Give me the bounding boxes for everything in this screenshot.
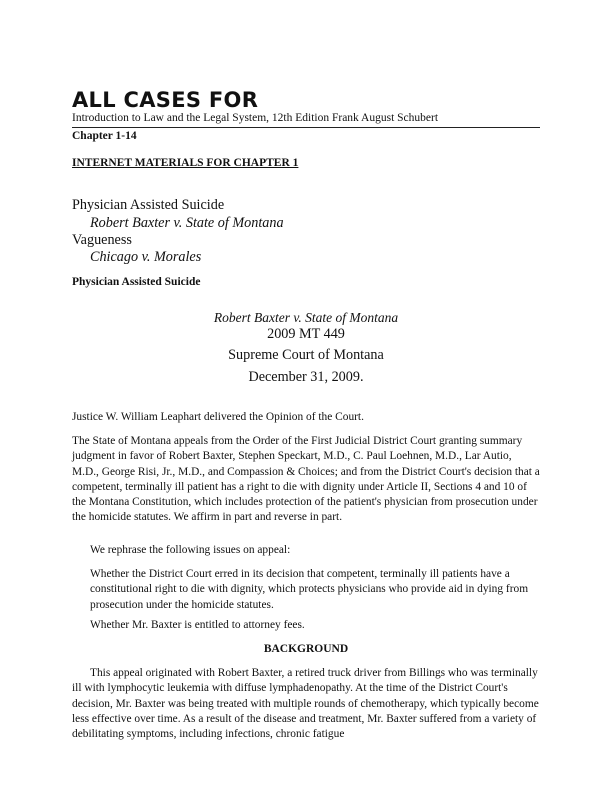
toc-case-2: Chicago v. Morales — [90, 249, 202, 265]
book-subtitle: Introduction to Law and the Legal System, 12th Edition Frank August Schubert — [72, 112, 439, 124]
chapter-range: Chapter 1-14 — [72, 130, 137, 142]
section-title: INTERNET MATERIALS FOR CHAPTER 1 — [72, 157, 299, 169]
toc-topic-2: Vagueness — [72, 232, 132, 248]
paragraph-background: This appeal originated with Robert Baxter, a retired truck driver from Billings who was terminally ill with lymphocytic leukemia with diffuse lymphadenopathy. At the time of the District Court's decision, Mr. Baxter was being treated with multiple rounds of chemotherapy, which typically become less effective over time. As a result of the disease and treatment, Mr. Baxter suffered from a variety of debilitating symptoms, including infections, chronic fatigue — [72, 667, 539, 741]
opinion-author: Justice W. William Leaphart delivered the Opinion of the Court. — [72, 411, 364, 423]
header-rule — [72, 127, 540, 128]
toc-case-1: Robert Baxter v. State of Montana — [90, 215, 284, 231]
case-court: Supreme Court of Montana — [228, 347, 384, 363]
toc-topic-1: Physician Assisted Suicide — [72, 197, 225, 213]
case-name: Robert Baxter v. State of Montana — [213, 310, 399, 325]
case-citation: 2009 MT 449 — [267, 326, 345, 342]
case-section-heading: Physician Assisted Suicide — [72, 276, 201, 288]
paragraph-appeal: The State of Montana appeals from the Order of the First Judicial District Court granting summary judgment in favor of Robert Baxter, Stephen Speckart, M.D., C. Paul Loehnen, M.D., Lar Autio, M.D., George Risi, Jr., M.D., and Compassion & Choices; and from the District Court's decision that a competent, terminally ill patient has a right to die with dignity under Article II, Sections 4 and 10 of the Montana Constitution, which includes protection of the patient's physician from prosecution under the homicide statutes. We affirm in part and reverse in part. — [72, 435, 540, 524]
issue-2: Whether Mr. Baxter is entitled to attorney fees. — [90, 619, 305, 631]
paragraph-issues-intro: We rephrase the following issues on appeal: — [90, 544, 291, 556]
document-title: ALL CASES FOR — [72, 88, 259, 112]
background-heading: BACKGROUND — [263, 643, 349, 655]
issue-1: Whether the District Court erred in its decision that competent, terminally ill patients have a constitutional right to die with dignity, which protects physicians who provide aid in dying from prosecution under the homicide statutes. — [90, 568, 529, 611]
case-date: December 31, 2009. — [248, 369, 364, 385]
